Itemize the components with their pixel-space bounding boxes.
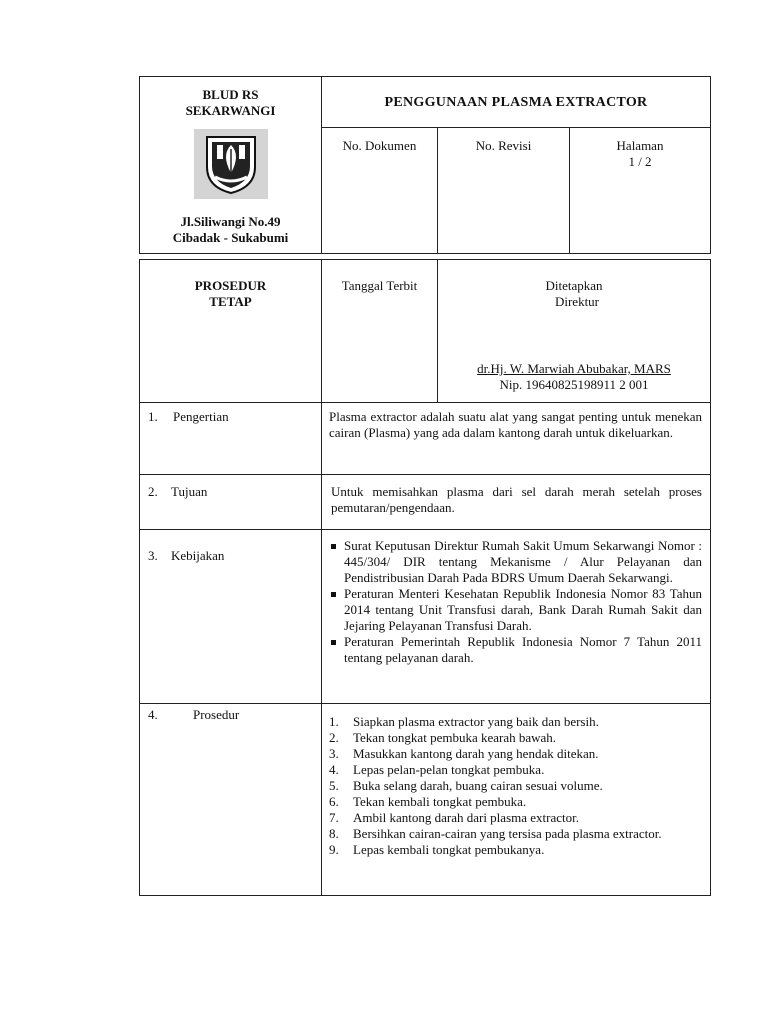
address-line1: Jl.Siliwangi No.49 bbox=[180, 214, 281, 229]
kebijakan-item: Peraturan Pemerintah Republik Indonesia Nomor 7 Tahun 2011 tentang pelayanan darah. bbox=[328, 634, 702, 666]
prosedur-steps-label-cell bbox=[140, 704, 322, 896]
kebijakan-item: Peraturan Menteri Kesehatan Republik Indonesia Nomor 83 Tahun 2014 tentang Unit Transfusi darah, Bank Darah Rumah Sakit dan Jejaring Pelayanan Transfusi Darah. bbox=[328, 586, 702, 634]
list-item bbox=[329, 842, 702, 858]
org-cell bbox=[140, 77, 322, 254]
step-text: Ambil kantong darah dari plasma extractor. bbox=[353, 810, 579, 825]
revision-cell bbox=[438, 128, 570, 254]
approved-line1: Ditetapkan bbox=[545, 278, 603, 293]
issue-date-cell bbox=[322, 260, 438, 403]
prosedur-label-line2: TETAP bbox=[209, 294, 252, 309]
list-item bbox=[329, 746, 702, 762]
doc-number-label: No. Dokumen bbox=[342, 138, 417, 153]
list-item bbox=[329, 826, 702, 842]
step-number: 1. bbox=[329, 714, 339, 729]
list-item bbox=[329, 714, 702, 730]
hospital-seal-icon bbox=[194, 129, 268, 199]
list-item bbox=[329, 810, 702, 826]
org-name-line2: SEKARWANGI bbox=[185, 103, 276, 118]
org-name-line1: BLUD RS bbox=[202, 87, 259, 102]
step-text: Lepas kembali tongkat pembukanya. bbox=[353, 842, 545, 857]
tujuan-label: Tujuan bbox=[171, 484, 208, 499]
step-number: 8. bbox=[329, 826, 339, 841]
prosedur-tetap-cell bbox=[140, 260, 322, 403]
kebijakan-label: Kebijakan bbox=[171, 548, 225, 563]
step-number: 5. bbox=[329, 778, 339, 793]
prosedur-steps-cell bbox=[322, 704, 711, 896]
document-title-cell bbox=[322, 77, 711, 128]
approved-line2: Direktur bbox=[554, 294, 600, 309]
page-label: Halaman bbox=[616, 138, 664, 153]
tujuan-text-cell bbox=[322, 475, 711, 530]
pengertian-label: Pengertian bbox=[173, 409, 229, 424]
doc-number-cell bbox=[322, 128, 438, 254]
pengertian-text: Plasma extractor adalah suatu alat yang sangat penting untuk menekan cairan (Plasma) yang ada dalam kantong darah untuk dikeluarkan. bbox=[329, 409, 702, 440]
kebijakan-list bbox=[328, 538, 702, 666]
prosedur-label-line1: PROSEDUR bbox=[194, 278, 267, 293]
pengertian-text-cell bbox=[322, 403, 711, 475]
kebijakan-number: 3. bbox=[148, 548, 158, 563]
kebijakan-label-cell bbox=[140, 530, 322, 704]
step-text: Masukkan kantong darah yang hendak ditekan. bbox=[353, 746, 599, 761]
page-cell bbox=[570, 128, 711, 254]
step-text: Siapkan plasma extractor yang baik dan bersih. bbox=[353, 714, 599, 729]
document-title: PENGGUNAAN PLASMA EXTRACTOR bbox=[384, 94, 648, 110]
pengertian-label-cell bbox=[140, 403, 322, 475]
header-table bbox=[139, 76, 711, 254]
list-item bbox=[329, 730, 702, 746]
issue-date-label: Tanggal Terbit bbox=[341, 278, 418, 293]
kebijakan-list-cell bbox=[322, 530, 711, 704]
kebijakan-item: Surat Keputusan Direktur Rumah Sakit Umum Sekarwangi Nomor : 445/304/ DIR tentang Mekanisme / Alur Pelayanan dan Pendistribusian Darah Pada BDRS Umum Daerah Sekarwangi. bbox=[328, 538, 702, 586]
list-item bbox=[329, 794, 702, 810]
page-value: 1 / 2 bbox=[628, 154, 652, 169]
step-number: 7. bbox=[329, 810, 339, 825]
tujuan-label-cell bbox=[140, 475, 322, 530]
tujuan-number: 2. bbox=[148, 484, 158, 499]
list-item bbox=[329, 778, 702, 794]
step-number: 9. bbox=[329, 842, 339, 857]
prosedur-number: 4. bbox=[148, 707, 158, 722]
step-text: Tekan tongkat pembuka kearah bawah. bbox=[353, 730, 557, 745]
signer-name: dr.Hj. W. Marwiah Abubakar, MARS bbox=[477, 361, 671, 376]
tujuan-text: Untuk memisahkan plasma dari sel darah merah setelah proses pemutaran/pengendaan. bbox=[331, 484, 702, 515]
prosedur-label: Prosedur bbox=[193, 707, 240, 722]
list-item bbox=[329, 762, 702, 778]
step-number: 2. bbox=[329, 730, 339, 745]
prosedur-steps-list bbox=[329, 714, 702, 858]
step-text: Tekan kembali tongkat pembuka. bbox=[353, 794, 527, 809]
step-text: Bersihkan cairan-cairan yang tersisa pada plasma extractor. bbox=[353, 826, 662, 841]
signer-nip: Nip. 19640825198911 2 001 bbox=[499, 377, 649, 392]
shield-icon bbox=[203, 133, 259, 195]
step-number: 3. bbox=[329, 746, 339, 761]
revision-label: No. Revisi bbox=[475, 138, 532, 153]
procedure-table bbox=[139, 259, 711, 896]
step-text: Buka selang darah, buang cairan sesuai volume. bbox=[353, 778, 603, 793]
step-text: Lepas pelan-pelan tongkat pembuka. bbox=[353, 762, 545, 777]
approval-cell bbox=[438, 260, 711, 403]
step-number: 6. bbox=[329, 794, 339, 809]
address-line2: Cibadak - Sukabumi bbox=[172, 230, 289, 245]
pengertian-number: 1. bbox=[148, 409, 158, 424]
step-number: 4. bbox=[329, 762, 339, 777]
